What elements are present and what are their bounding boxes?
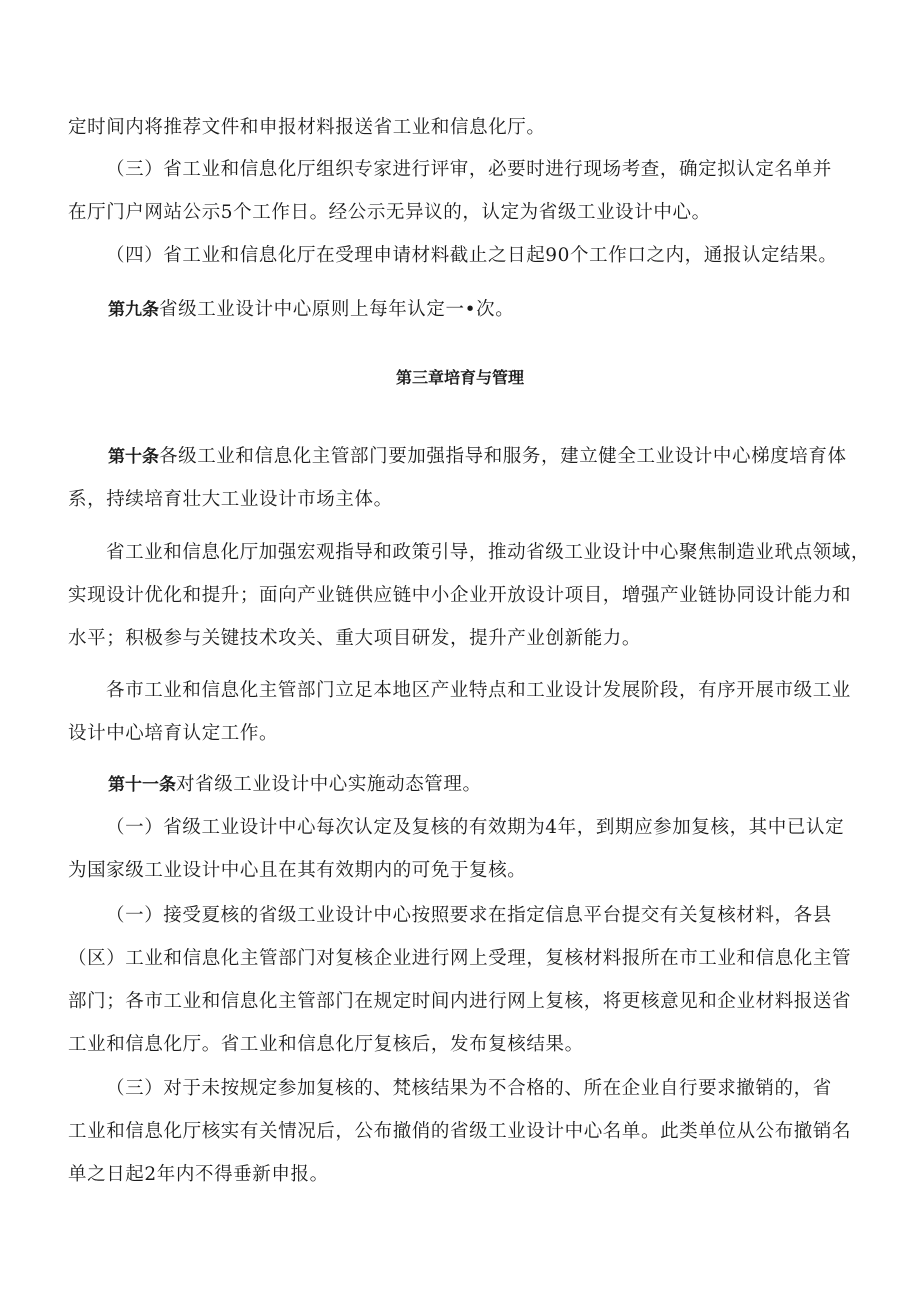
paragraph-line: 各市工业和信息化主管部门立足本地区产业特点和工业设计发展阶段，有序开展市级工业 (106, 680, 851, 701)
paragraph-line: 水平；积极参与关键技术攻关、重大项目研发，提升产业创新能力。 (68, 628, 642, 649)
paragraph-line: 系，持续培育壮大工业设计市场主体。 (68, 489, 393, 510)
paragraph-line: 单之日起2年内不得垂新申报。 (68, 1164, 329, 1185)
article-text: 各级工业和信息化主管部门要加强指导和服务，建立健全工业设计中心梯度培育体 (159, 446, 847, 467)
paragraph-line: 设计中心培育认定工作。 (68, 723, 279, 744)
article-text: 对省级工业设计中心实施动态管理。 (176, 774, 482, 795)
article-line (0, 297, 920, 323)
chapter-heading: 第三章培育与管理 (395, 368, 524, 387)
paragraph-line: 定时间内将推荐文件和申报材料报送省工业和信息化厅。 (68, 117, 546, 138)
paragraph-line: （一）接受夏核的省级工业设计中心按照要求在指定信息平台提交有关复核材料，各县 (106, 905, 832, 926)
article-label: 第九条 (108, 300, 159, 320)
paragraph-line: 部门；各市工业和信息化主管部门在规定时间内进行网上复核，将更核意见和企业材料报送省 (68, 991, 852, 1012)
paragraph-line: （区）工业和信息化主管部门对复核企业进行网上受理，复核材料报所在市工业和信息化主管 (68, 948, 852, 969)
article-label: 第十条 (108, 447, 159, 467)
paragraph-line: （三）对于未按规定参加复核的、梵核结果为不合格的、所在企业自行要求撤销的，省 (106, 1078, 832, 1099)
paragraph-line: （三）省工业和信息化厅组织专家进行评审，必要时进行现场考查，确定拟认定名单并 (106, 159, 832, 180)
paragraph-line: 实现设计优化和提升；面向产业链供应链中小企业开放设计项目，增强产业链协同设计能力和 (68, 585, 852, 606)
paragraph-line: 为国家级工业设计中心且在其有效期内的可免于复核。 (68, 860, 527, 881)
paragraph-line: 在厅门户网站公示5个工作日。经公示无异议的，认定为省级工业设计中心。 (68, 202, 711, 223)
article-line (0, 444, 920, 470)
article-line (0, 772, 920, 798)
paragraph-line: （一）省级工业设计中心每次认定及复核的有效期为4年，到期应参加复核，其中已认定 (106, 817, 845, 838)
article-label: 第十一条 (108, 775, 176, 795)
paragraph-line: 省工业和信息化厅加强宏观指导和政策引导，推动省级工业设计中心聚焦制造业玳点领域， (106, 542, 871, 563)
paragraph-line: 工业和信息化厅核实有关情况后，公布撤俏的省级工业设计中心名单。此类单位从公布撤销名 (68, 1121, 852, 1142)
article-text: 省级工业设计中心原则上每年认定一•次。 (159, 299, 515, 320)
paragraph-line: 工业和信息化厅。省工业和信息化厅复核后，发布复核结果。 (68, 1034, 584, 1055)
paragraph-line: （四）省工业和信息化厅在受理申请材料截止之日起90个工作口之内，通报认定结果。 (106, 245, 838, 266)
